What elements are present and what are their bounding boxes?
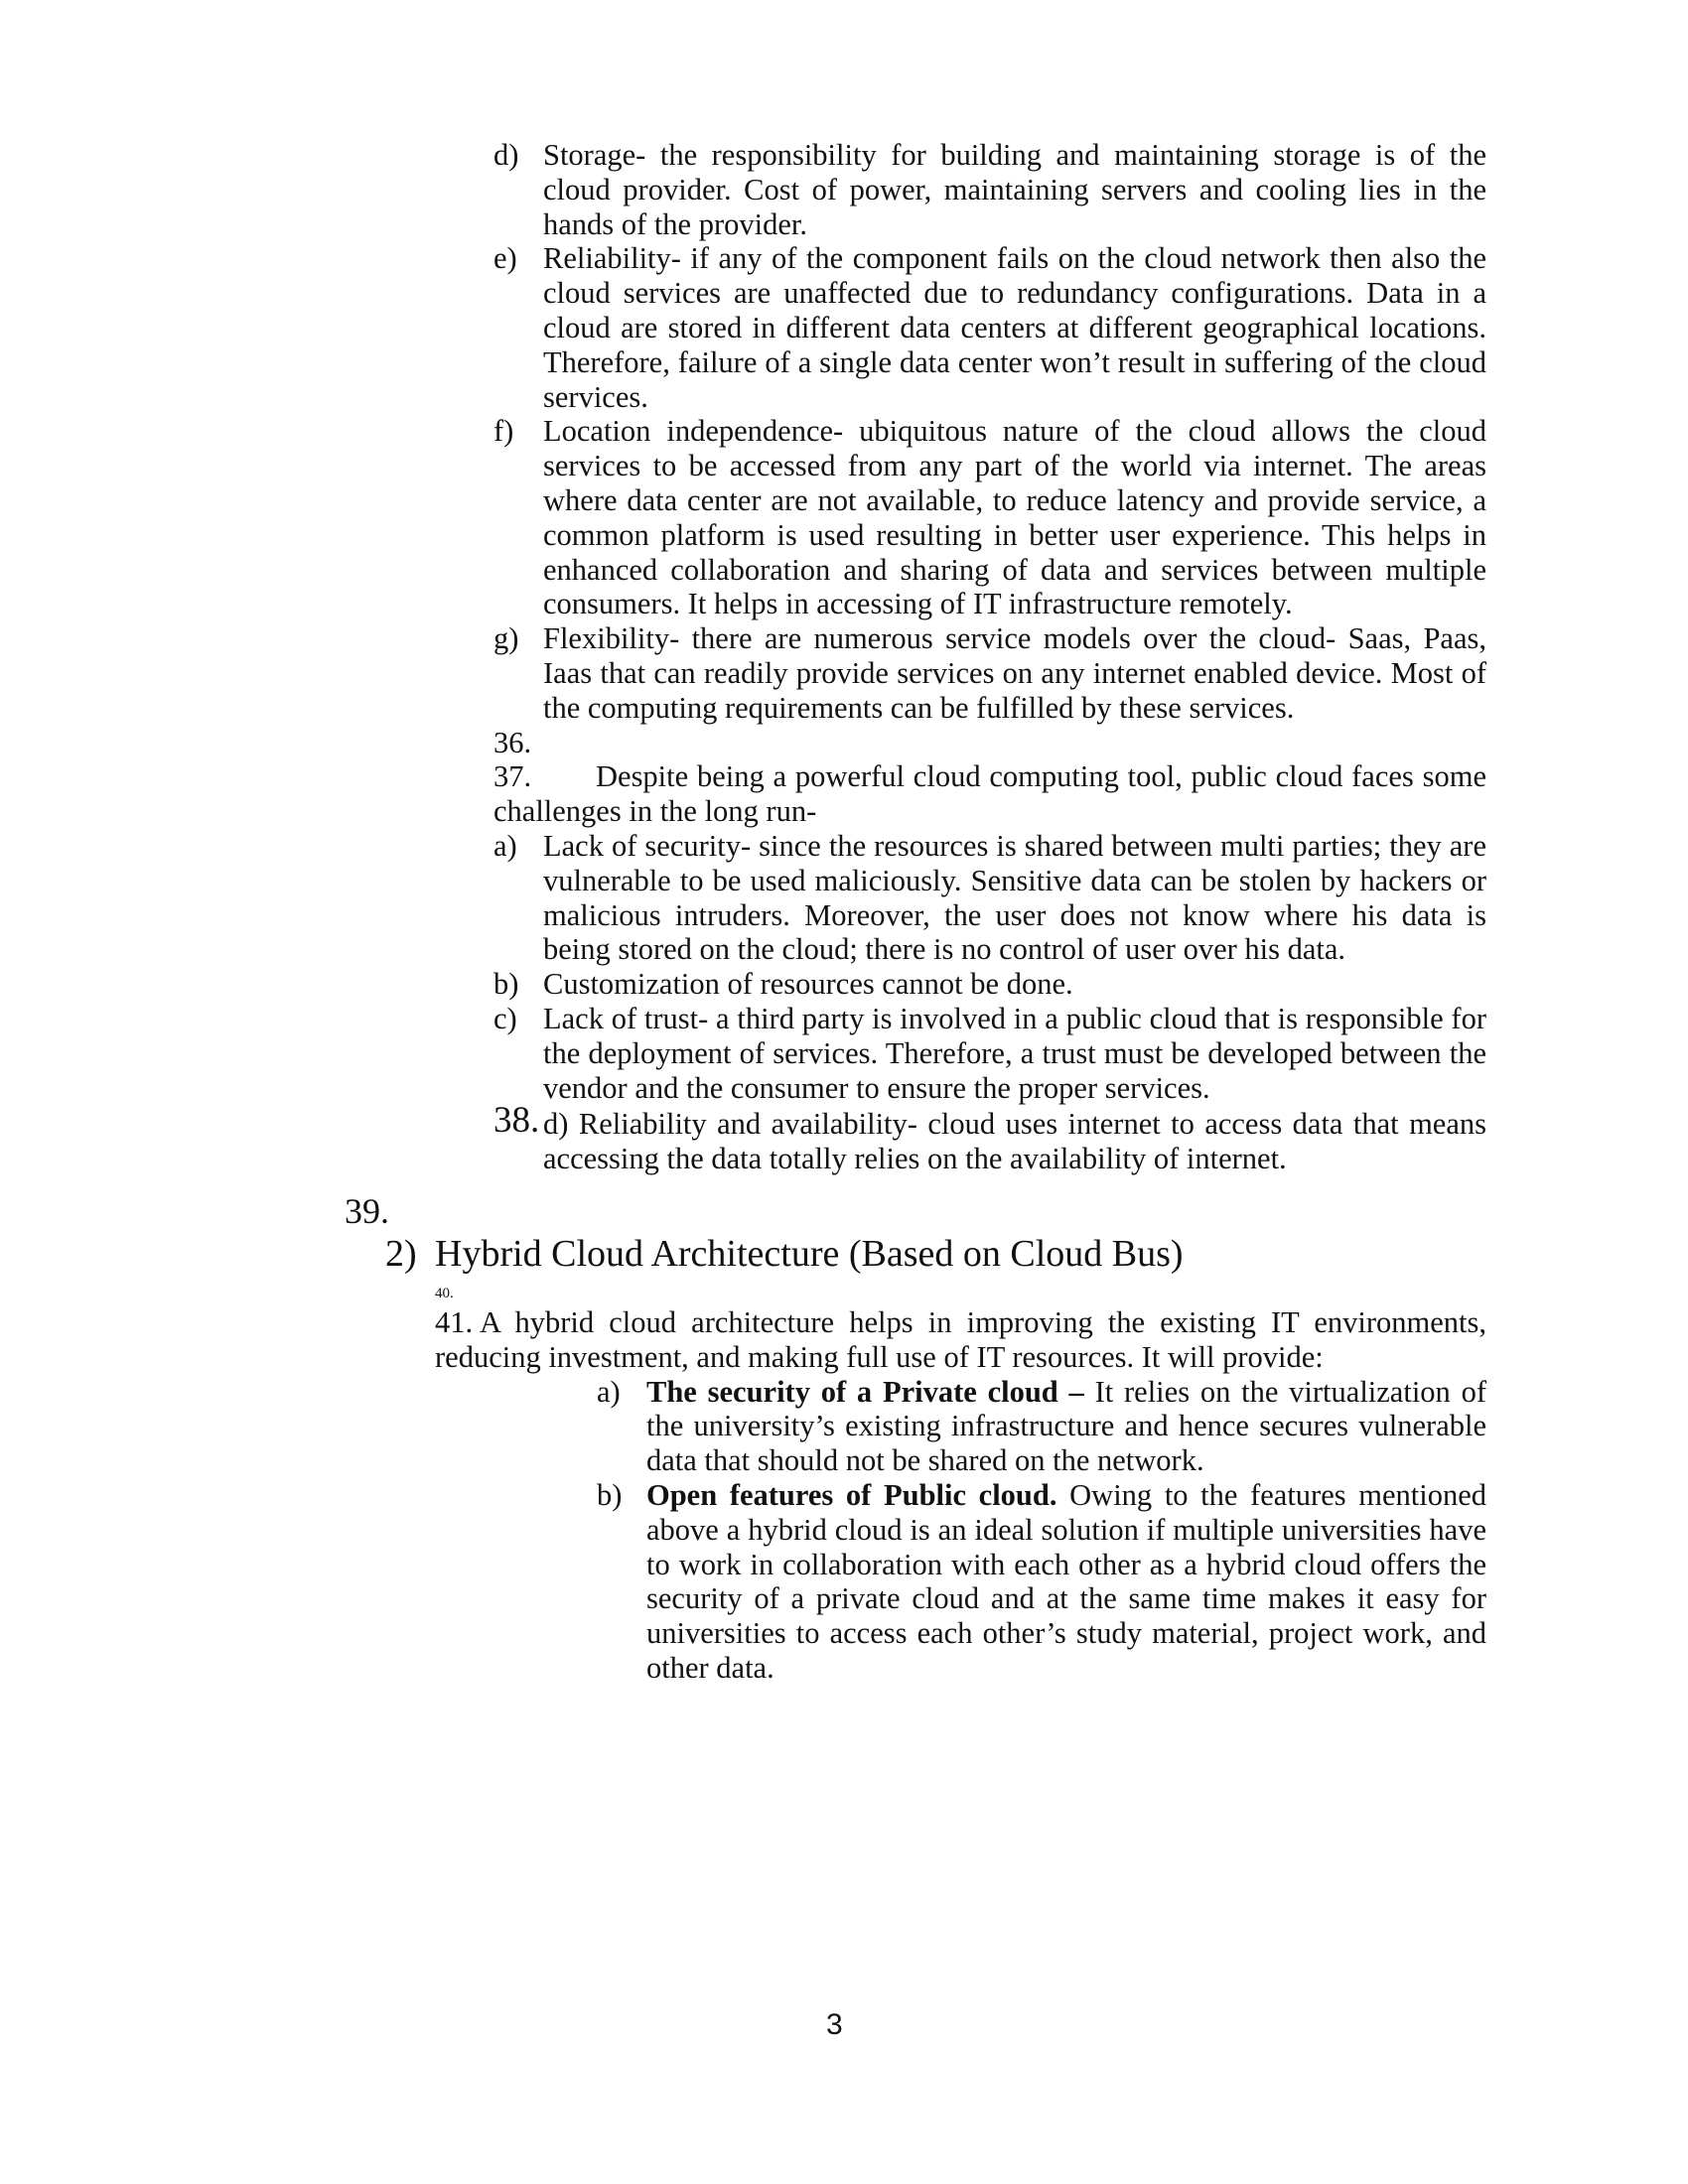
list-label: f): [493, 414, 514, 449]
page-number: 3: [826, 2008, 843, 2041]
list-label: b): [493, 967, 519, 1002]
list-text: Flexibility- there are numerous service models over the cloud- Saas, Paas, Iaas that can readily provide services on any internet enabled device. Most of the computing requirements can be fulfilled by these services.: [543, 621, 1486, 725]
paragraph-40: 40.: [435, 1286, 454, 1301]
list-text: It relies on the virtualization of the university’s existing infrastructure and hence secures vulnerable data that should not be shared on the network.: [646, 1374, 1486, 1478]
paragraph-37: [493, 759, 1486, 829]
list-text: Lack of security- since the resources is shared between multi parties; they are vulnerable to be used maliciously. Sensitive data can be stolen by hackers or malicious intruders. Moreover, the user does not know where his data is being stored on the cloud; there is no control of user over his data.: [543, 828, 1486, 967]
list-text: Location independence- ubiquitous nature of the cloud allows the cloud services to be accessed from any part of the world via internet. The areas where data center are not available, to reduce latency and provide service, a common platform is used resulting in better user experience. This helps in enhanced collaboration and sharing of data and services between multiple consumers. It helps in accessing of IT infrastructure remotely.: [543, 414, 1486, 621]
list-item-lack-of-security: [493, 829, 1486, 967]
paragraph-39: 39.: [345, 1191, 389, 1231]
paragraph-number: 36.: [493, 725, 532, 759]
hybrid-cloud-section: [435, 1305, 1486, 1686]
list-item-flexibility: [493, 621, 1486, 725]
list-label: g): [493, 621, 519, 656]
hybrid-benefits-list: [435, 1375, 1486, 1686]
list-text: Owing to the features mentioned above a hybrid cloud is an ideal solution if multiple universities have to work in collaboration with each other as a hybrid cloud offers the security of a private cloud and at the same time makes it easy for universities to access each other’s study material, project work, and other data.: [646, 1477, 1487, 1685]
list-label: d): [493, 138, 519, 172]
section-heading: [385, 1232, 1184, 1276]
list-label: a): [493, 828, 517, 863]
list-label: b): [597, 1477, 623, 1512]
list-text: Storage- the responsibility for building and maintaining storage is of the cloud provider. Cost of power, maintaining servers and cooling lies in the hands of the provider.: [543, 138, 1486, 241]
list-item-public-cloud-features: [597, 1478, 1486, 1686]
public-cloud-section: [493, 138, 1486, 1176]
list-text: Customization of resources cannot be done.: [543, 967, 1073, 1002]
paragraph-number: 37.: [493, 759, 532, 794]
paragraph-number: 38.: [493, 1100, 540, 1142]
list-item-customization: [493, 967, 1486, 1002]
list-bold-lead: Open features of Public cloud.: [646, 1477, 1057, 1512]
paragraph-41: [435, 1305, 1486, 1375]
list-item-lack-of-trust: [493, 1002, 1486, 1105]
list-item-storage: [493, 138, 1486, 241]
paragraph-text: A hybrid cloud architecture helps in improving the existing IT environments, reducing investment, and making full use of IT resources. It will provide:: [435, 1305, 1486, 1374]
list-item-private-cloud-security: [597, 1375, 1486, 1478]
paragraph-number: 41.: [435, 1305, 474, 1339]
list-item-location-independence: [493, 414, 1486, 621]
list-label: e): [493, 241, 517, 276]
list-label: a): [597, 1374, 621, 1409]
list-bold-lead: The security of a Private cloud –: [646, 1374, 1084, 1409]
section-title: Hybrid Cloud Architecture (Based on Cloud Bus): [435, 1233, 1184, 1275]
list-text: Lack of trust- a third party is involved in a public cloud that is responsible for the deployment of services. Therefore, a trust must be developed between the vendor and the consumer to ensure the proper services.: [543, 1001, 1486, 1105]
list-text: Reliability- if any of the component fails on the cloud network then also the cloud services are unaffected due to redundancy configurations. Data in a cloud are stored in different data centers at different geographical locations. Therefore, failure of a single data center won’t result in suffering of the cloud services.: [543, 241, 1486, 414]
section-number: 2): [385, 1233, 417, 1275]
list-label: c): [493, 1001, 517, 1035]
paragraph-text: Despite being a powerful cloud computing tool, public cloud faces some challenges in the long run-: [493, 759, 1486, 829]
list-item-reliability: [493, 241, 1486, 414]
paragraph-36: [493, 726, 1486, 760]
list-text: Reliability and availability- cloud uses internet to access data that means accessing the data totally relies on the availability of internet.: [543, 1107, 1486, 1176]
paragraph-38-reliability-availability: [493, 1100, 1486, 1176]
list-label: d): [543, 1107, 569, 1142]
